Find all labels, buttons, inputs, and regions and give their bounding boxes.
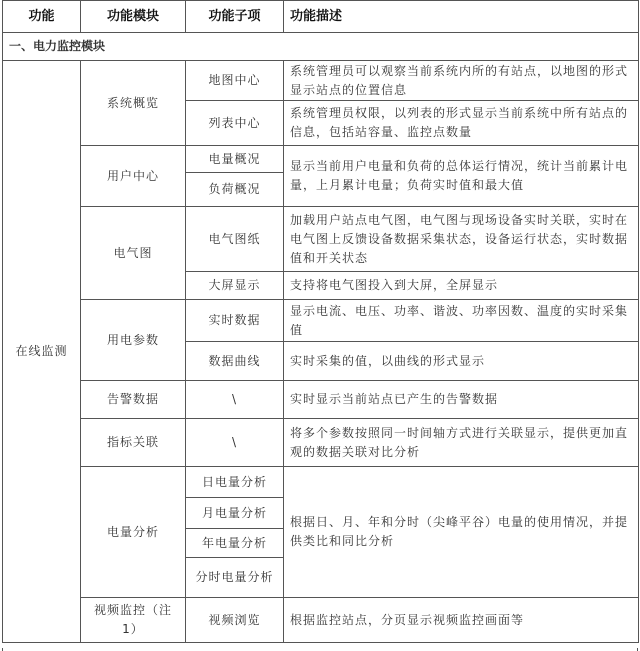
- module-cell: 电量分析: [81, 467, 186, 598]
- description-cell: 支持将电气图投入到大屏，全屏显示: [284, 272, 639, 300]
- subitem-cell: \: [186, 381, 284, 419]
- function-cell: 在线监测: [3, 61, 81, 643]
- section-row: [3, 33, 639, 61]
- table-row: [3, 467, 639, 498]
- module-cell: 视频监控（注1）: [81, 598, 186, 643]
- table-row: [3, 61, 639, 101]
- subitem-cell: 地图中心: [186, 61, 284, 101]
- header-description: 功能描述: [284, 1, 639, 33]
- description-cell: 根据监控站点，分页显示视频监控画面等: [284, 598, 639, 643]
- header-row: [3, 1, 639, 33]
- subitem-cell: 电量概况: [186, 146, 284, 173]
- module-cell: 用电参数: [81, 300, 186, 381]
- description-cell: 系统管理员可以观察当前系统内所的有站点，以地图的形式显示站点的位置信息: [284, 61, 639, 101]
- subitem-cell: 列表中心: [186, 101, 284, 146]
- module-cell: 指标关联: [81, 419, 186, 467]
- subitem-cell: 日电量分析: [186, 467, 284, 498]
- description-cell: 将多个参数按照同一时间轴方式进行关联显示，提供更加直观的数据关联对比分析: [284, 419, 639, 467]
- table-row: [3, 146, 639, 173]
- subitem-cell: 负荷概况: [186, 173, 284, 207]
- subitem-cell: \: [186, 419, 284, 467]
- section-title: 一、电力监控模块: [3, 33, 639, 61]
- subitem-cell: 月电量分析: [186, 498, 284, 529]
- subitem-cell: 视频浏览: [186, 598, 284, 643]
- table-row: [3, 381, 639, 419]
- description-cell: 显示当前用户电量和负荷的总体运行情况，统计当前累计电量，上月累计电量；负荷实时值和最大值: [284, 146, 639, 207]
- description-cell: 实时采集的值，以曲线的形式显示: [284, 342, 639, 381]
- subitem-cell: 数据曲线: [186, 342, 284, 381]
- description-cell: 系统管理员权限，以列表的形式显示当前系统中所有站点的信息，包括站容量、监控点数量: [284, 101, 639, 146]
- table-row: [3, 207, 639, 272]
- table-row: [3, 598, 639, 643]
- subitem-cell: 实时数据: [186, 300, 284, 342]
- function-spec-table: [2, 0, 639, 643]
- header-module: 功能模块: [81, 1, 186, 33]
- header-subitem: 功能子项: [186, 1, 284, 33]
- subitem-cell: 大屏显示: [186, 272, 284, 300]
- description-cell: 加载用户站点电气图，电气图与现场设备实时关联，实时在电气图上反馈设备数据采集状态，设备运行状态，实时数据值和开关状态: [284, 207, 639, 272]
- subitem-cell: 电气图纸: [186, 207, 284, 272]
- module-cell: 用户中心: [81, 146, 186, 207]
- description-cell: 实时显示当前站点已产生的告警数据: [284, 381, 639, 419]
- header-function: 功能: [3, 1, 81, 33]
- description-cell: 显示电流、电压、功率、谐波、功率因数、温度的实时采集值: [284, 300, 639, 342]
- subitem-cell: 分时电量分析: [186, 558, 284, 598]
- module-cell: 电气图: [81, 207, 186, 300]
- module-cell: 系统概览: [81, 61, 186, 146]
- subitem-cell: 年电量分析: [186, 529, 284, 558]
- table-row: [3, 300, 639, 342]
- module-cell: 告警数据: [81, 381, 186, 419]
- description-cell: 根据日、月、年和分时（尖峰平谷）电量的使用情况，并提供类比和同比分析: [284, 467, 639, 598]
- table-row: [3, 419, 639, 467]
